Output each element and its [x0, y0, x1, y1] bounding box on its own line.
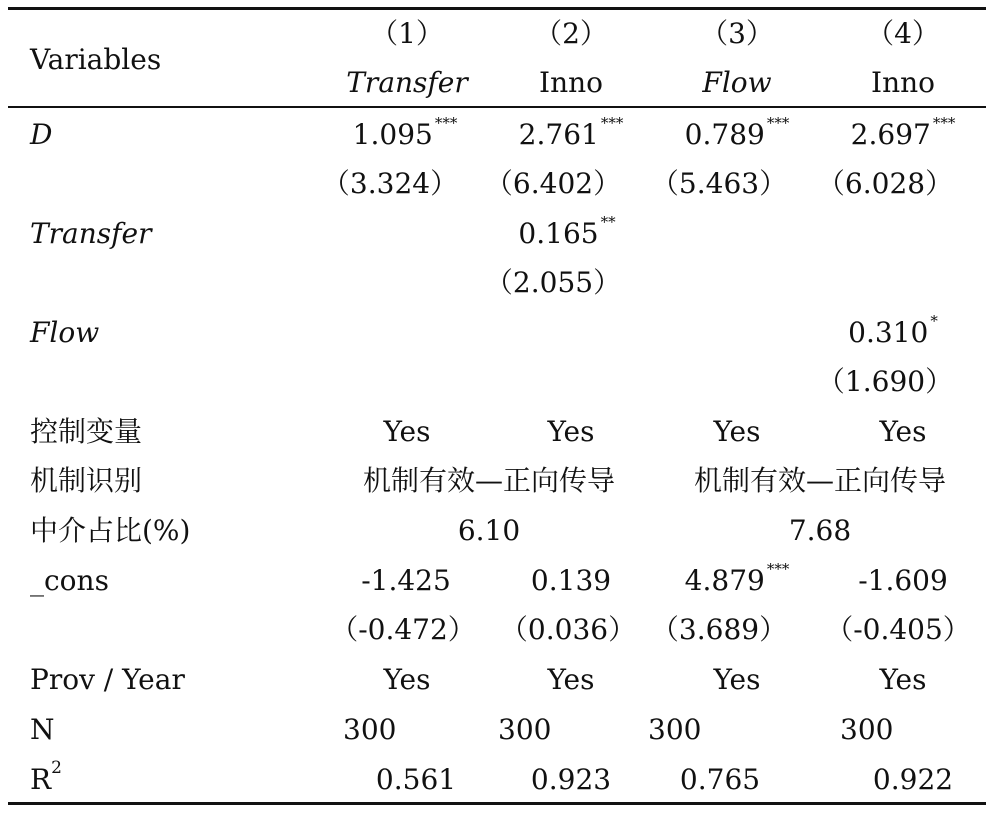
d-coef-2: 2.761 ***: [518, 114, 624, 151]
bottom-rule: [8, 802, 986, 805]
row-label-d: D: [30, 118, 53, 151]
col-2-number: （2）: [534, 17, 608, 50]
col-4-number: （4）: [866, 17, 940, 50]
n-2: 300: [498, 713, 552, 746]
prov-year-1: Yes: [383, 663, 431, 696]
flow-coef-4: 0.310 *: [848, 312, 938, 349]
mechanism-1-2: 机制有效—正向传导: [362, 464, 616, 497]
row-label-mediation-share: 中介占比(%): [30, 514, 191, 547]
n-1: 300: [343, 713, 397, 746]
cons-tstat-3: （3.689）: [650, 613, 788, 646]
cons-coef-2: 0.139: [530, 564, 612, 597]
cons-coef-3: 4.879 ***: [684, 560, 790, 597]
col-1-name: Transfer: [346, 66, 468, 99]
mechanism-3-4: 机制有效—正向传导: [693, 464, 947, 497]
flow-tstat-4: （1.690）: [816, 365, 954, 398]
d-coef-1: 1.095 ***: [352, 114, 458, 151]
d-tstat-4: （6.028）: [816, 167, 954, 200]
controls-4: Yes: [879, 415, 927, 448]
prov-year-2: Yes: [547, 663, 595, 696]
transfer-coef-2: 0.165 **: [518, 213, 616, 250]
mediation-share-1-2: 6.10: [457, 514, 521, 547]
row-label-transfer: Transfer: [30, 217, 152, 250]
r2-2: 0.923: [530, 763, 612, 796]
row-label-controls: 控制变量: [30, 415, 143, 448]
row-label-mechanism: 机制识别: [30, 464, 143, 497]
cons-coef-1: -1.425: [361, 564, 451, 597]
row-label-prov-year: Prov / Year: [30, 663, 185, 696]
prov-year-3: Yes: [713, 663, 761, 696]
top-rule: [8, 7, 986, 10]
n-3: 300: [648, 713, 702, 746]
r2-4: 0.922: [872, 763, 954, 796]
cons-tstat-4: （-0.405）: [825, 613, 971, 646]
col-2-name: Inno: [539, 66, 603, 99]
controls-1: Yes: [383, 415, 431, 448]
controls-3: Yes: [713, 415, 761, 448]
col-1-number: （1）: [370, 17, 444, 50]
d-coef-3: 0.789 ***: [684, 114, 790, 151]
controls-2: Yes: [547, 415, 595, 448]
prov-year-4: Yes: [879, 663, 927, 696]
row-label-r2: $R^2$: [30, 758, 62, 796]
cons-coef-4: -1.609: [858, 564, 948, 597]
n-4: 300: [840, 713, 894, 746]
cons-tstat-2: （0.036）: [499, 613, 637, 646]
transfer-tstat-2: （2.055）: [484, 266, 622, 299]
row-label-n: N: [30, 713, 55, 746]
d-tstat-3: （5.463）: [650, 167, 788, 200]
row-label-cons: _cons: [30, 564, 109, 597]
d-coef-4: 2.697 ***: [850, 114, 956, 151]
d-tstat-2: （6.402）: [484, 167, 622, 200]
col-3-name: Flow: [702, 66, 772, 99]
col-3-number: （3）: [700, 17, 774, 50]
header-rule: [8, 106, 986, 108]
row-label-flow: Flow: [30, 316, 100, 349]
d-tstat-1: （3.324）: [321, 167, 459, 200]
cons-tstat-1: （-0.472）: [330, 613, 476, 646]
mediation-share-3-4: 7.68: [788, 514, 852, 547]
col-4-name: Inno: [871, 66, 935, 99]
r2-1: 0.561: [375, 763, 457, 796]
r2-3: 0.765: [679, 763, 761, 796]
variables-header: Variables: [30, 43, 162, 76]
